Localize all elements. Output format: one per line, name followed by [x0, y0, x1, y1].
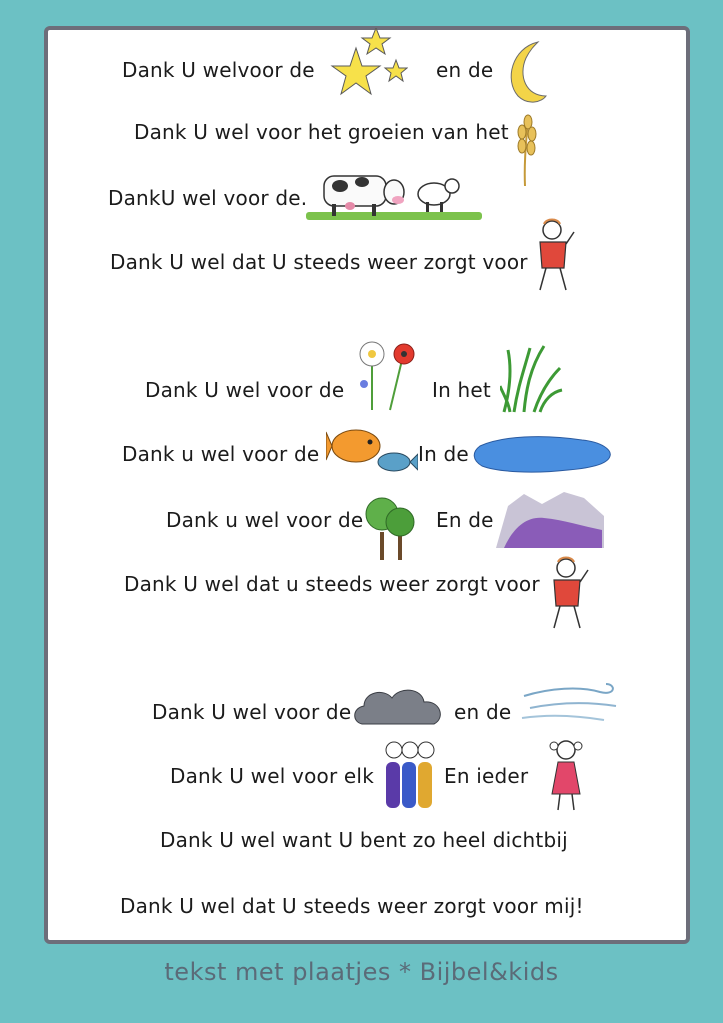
heather-icon — [494, 486, 606, 550]
verse1-line2-text: Dank U wel voor het groeien van het — [134, 120, 509, 144]
verse3-line1-text-a: Dank U wel voor de — [152, 700, 352, 724]
verse1-line4-text: Dank U wel dat U steeds weer zorgt voor — [110, 250, 528, 274]
verse3-line1-text-b: en de — [454, 700, 512, 724]
footer-credit: tekst met plaatjes * Bijbel&kids — [164, 958, 559, 986]
girl-icon — [542, 738, 592, 812]
flowers-icon — [350, 338, 424, 412]
verse2-line2-text-a: Dank u wel voor de — [122, 442, 320, 466]
cloud-icon — [352, 684, 448, 730]
wheat-icon — [510, 108, 540, 188]
verse2-line4-text: Dank U wel dat u steeds weer zorgt voor — [124, 572, 540, 596]
cow-sheep-icon — [302, 162, 484, 224]
wind-icon — [520, 678, 624, 726]
verse2-line1-text-a: Dank U wel voor de — [145, 378, 345, 402]
verse1-line1-text-a: Dank U welvoor de — [122, 58, 315, 82]
trees-icon — [362, 492, 418, 562]
water-icon — [472, 432, 614, 478]
boy-icon — [532, 218, 582, 294]
verse3-line3-text: Dank U wel want U bent zo heel dichtbij — [160, 828, 568, 852]
verse3-line2-text-b: En ieder — [444, 764, 529, 788]
verse2-line3-text-b: En de — [436, 508, 494, 532]
verse2-line2-text-b: In de — [418, 442, 469, 466]
verse2-line1-text-b: In het — [432, 378, 491, 402]
verse1-line1-text-b: en de — [436, 58, 494, 82]
verse3-line2-text-a: Dank U wel voor elk — [170, 764, 374, 788]
stars-icon — [328, 28, 408, 100]
boy-icon — [546, 556, 596, 632]
people-icon — [380, 740, 440, 812]
grass-icon — [500, 340, 564, 414]
verse1-line3-text: DankU wel voor de. — [108, 186, 308, 210]
moon-icon — [500, 40, 550, 106]
verse2-line3-text-a: Dank u wel voor de — [166, 508, 364, 532]
verse3-line4-text: Dank U wel dat U steeds weer zorgt voor mij! — [120, 894, 584, 918]
fish-icon — [326, 420, 418, 482]
